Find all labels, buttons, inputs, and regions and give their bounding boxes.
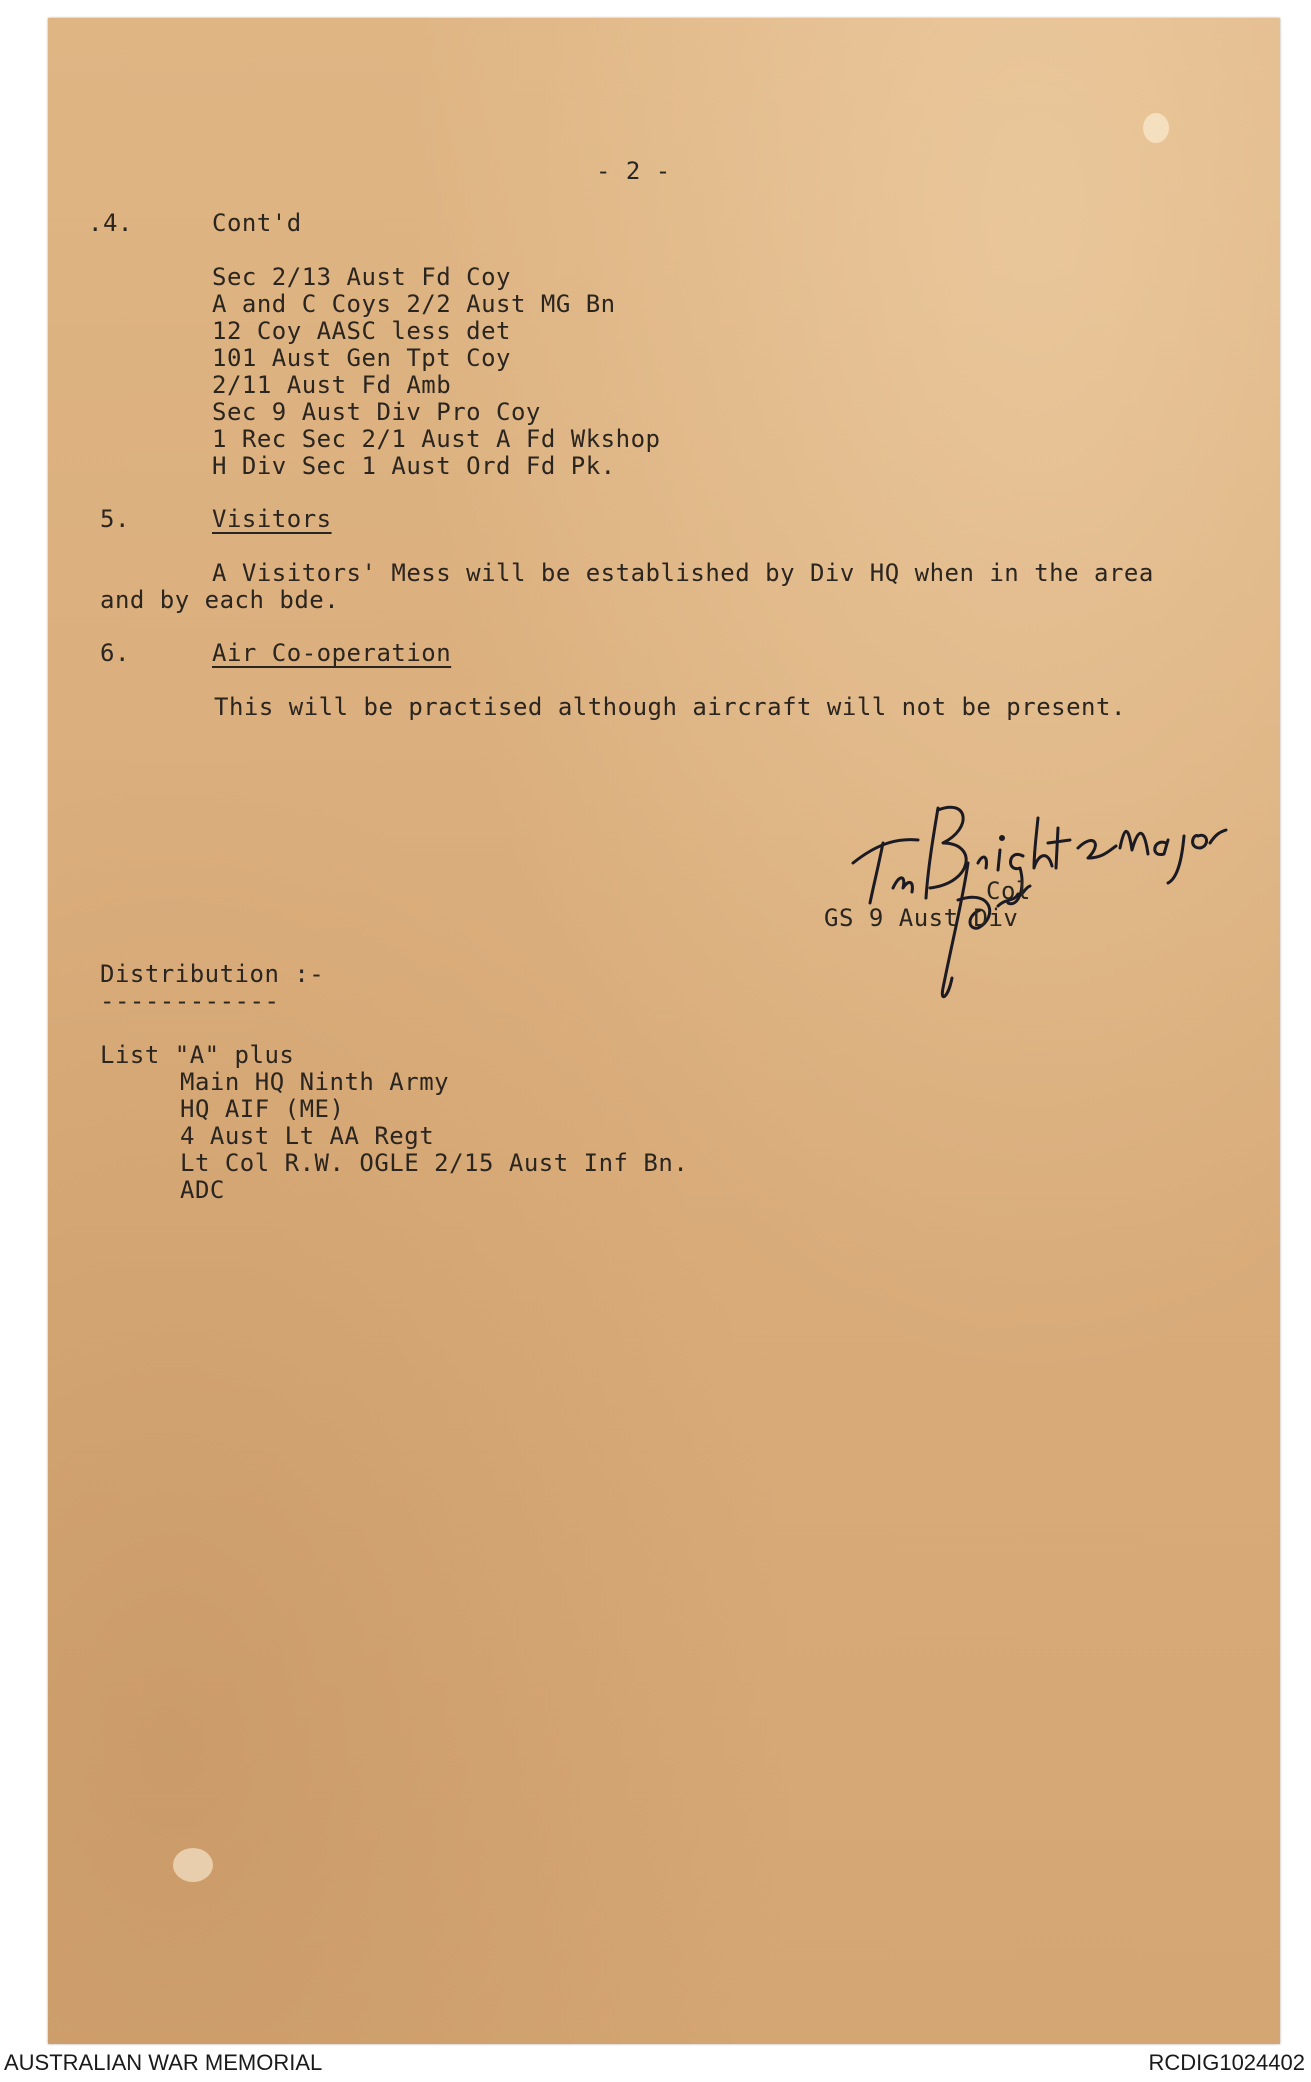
section-6-text: This will be practised although aircraft will not be present. — [214, 693, 1126, 721]
document-page — [48, 18, 1280, 2044]
distribution-entry: Main HQ Ninth Army — [180, 1068, 450, 1096]
paper-tear — [1143, 113, 1169, 143]
section-5-text-line: A Visitors' Mess will be established by Div HQ when in the area — [212, 559, 1154, 587]
signatory-appointment: GS 9 Aust Div — [824, 904, 1019, 932]
signatory-rank: Col — [986, 877, 1031, 905]
section-5-number: 5. — [100, 505, 130, 533]
footer-institution: AUSTRALIAN WAR MEMORIAL — [4, 2050, 323, 2075]
paper-tear — [173, 1848, 213, 1882]
distribution-list-intro: List "A" plus — [100, 1041, 295, 1069]
unit-list-item: 2/11 Aust Fd Amb — [212, 371, 452, 399]
unit-list-item: 1 Rec Sec 2/1 Aust A Fd Wkshop — [212, 425, 661, 453]
unit-list-item: 12 Coy AASC less det — [212, 317, 511, 345]
footer-record-id: RCDIG1024402 — [1148, 2050, 1305, 2075]
unit-list-item: A and C Coys 2/2 Aust MG Bn — [212, 290, 616, 318]
distribution-rule: ------------ — [100, 987, 280, 1015]
distribution-entry: HQ AIF (ME) — [180, 1095, 345, 1123]
section-4-heading: Cont'd — [212, 209, 302, 237]
page-number: - 2 - — [596, 157, 671, 185]
unit-list-item: Sec 9 Aust Div Pro Coy — [212, 398, 541, 426]
distribution-entry: Lt Col R.W. OGLE 2/15 Aust Inf Bn. — [180, 1149, 689, 1177]
unit-list-item: H Div Sec 1 Aust Ord Fd Pk. — [212, 452, 616, 480]
section-4-number: .4. — [88, 209, 133, 237]
section-6-heading: Air Co-operation — [212, 639, 452, 667]
section-5-heading: Visitors — [212, 505, 332, 533]
section-5-text-line: and by each bde. — [100, 586, 340, 614]
distribution-heading: Distribution :- — [100, 960, 325, 988]
section-6-number: 6. — [100, 639, 130, 667]
unit-list-item: 101 Aust Gen Tpt Coy — [212, 344, 511, 372]
distribution-entry: ADC — [180, 1176, 225, 1204]
unit-list-item: Sec 2/13 Aust Fd Coy — [212, 263, 511, 291]
distribution-entry: 4 Aust Lt AA Regt — [180, 1122, 435, 1150]
